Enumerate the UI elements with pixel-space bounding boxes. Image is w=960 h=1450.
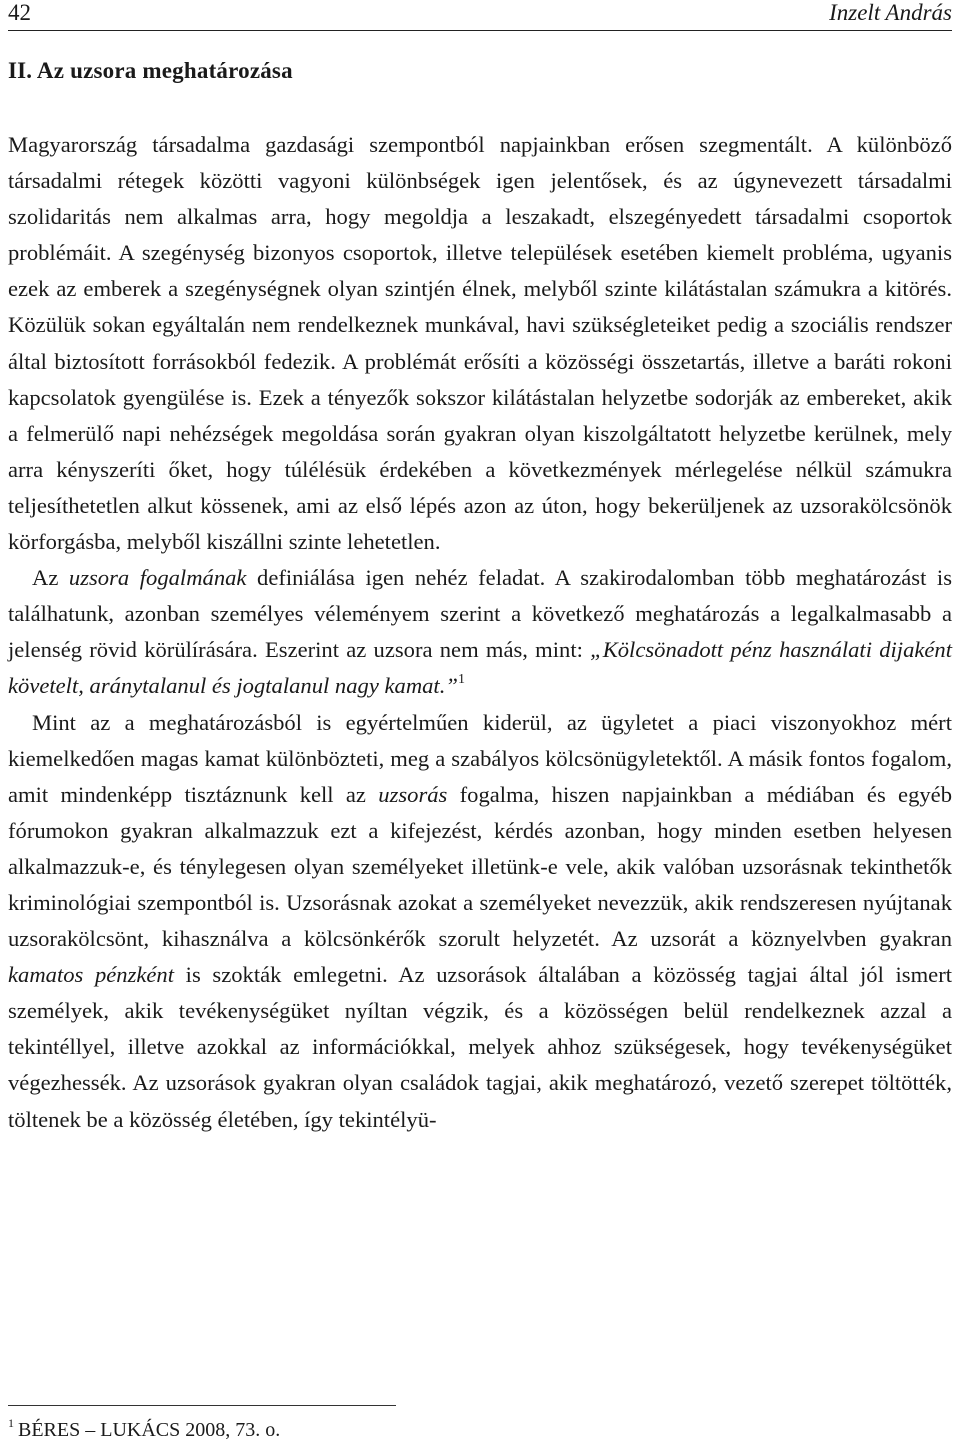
emphasis-uzsora-fogalmanak: uzsora fogalmának: [68, 565, 247, 591]
footnote-text: BÉRES – LUKÁCS 2008, 73. o.: [18, 1419, 281, 1441]
text-run: Mint az a meghatározásból is egyértelműen kiderül, az ügyletet a piaci viszonyokhoz mért kiemelkedően magas kamat különbözteti, meg a szabályos kölcsönügyletektől. A másik fontos fogalom, amit mindenképp tisztáznunk kell az: [8, 709, 952, 807]
emphasis-kamatos-penzkent: kamatos pénzként: [8, 962, 175, 988]
definition-quote: „Kölcsönadott pénz használati dijaként követelt, aránytalanul és jogtalanul nagy kamat.”: [8, 637, 953, 699]
paragraph-1: Magyarország társadalma gazdasági szempontból napjainkban erősen szegmentált. A különböző társadalmi rétegek közötti vagyoni különbségek igen jelentősek, és az úgynevezett társadalmi szolidaritás nem alkalmas arra, hogy megoldja a leszakadt, elszegényedett társadalmi csoportok problémáit. A szegénység bizonyos csoportok, illetve települések esetében kiemelt probléma, ugyanis ezek az emberek a szegénységnek olyan szintjén élnek, melyből szinte kilátástalan számukra a kitörés. Közülük sokan egyáltalán nem rendelkeznek munkával, havi szükségleteiket pedig a szociális rendszer által biztosított forrásokból fedezik. A problémát erősíti a közösségi összetartás, illetve a baráti rokoni kapcsolatok gyengülése is. Ezek a tényezők sokszor kilátástalan helyzetbe sodorják az embereket, akik a felmerülő napi nehézségek megoldása során gyakran olyan kiszolgáltatott helyzetbe kerülnek, mely arra kényszeríti őket, hogy túlélésük érdekében a következmények mérlegelése nélkül számukra teljesíthetetlen alkut kössenek, ami az első lépés azon az úton, hogy bekerüljenek az uzsorakölcsönök körforgásba, melyből kiszállni szinte lehetetlen.: [8, 132, 952, 555]
paragraph-2: [8, 560, 952, 704]
emphasis-uzsoras: uzsorás: [378, 781, 448, 807]
text-run: fogalma, hiszen napjainkban a médiában és egyéb fórumokon gyakran alkalmazzuk ezt a kifejezést, kérdés azonban, hogy minden esetben helyesen alkalmazzuk-e, és ténylegesen olyan személyeket illetünk-e vele, akik valóban uzsorásnak tekinthetők kriminológiai szempontból is. Uzsorásnak azokat a személyeket nevezzük, akik rendszeresen nyújtanak uzsorakölcsönt, kihasználva a kölcsönkérők szorult helyzetét. Az uzsorát a köznyelvben gyakran: [8, 781, 953, 952]
text-run: Az: [32, 565, 69, 591]
page-number: 42: [8, 0, 31, 25]
section-heading: II. Az uzsora meghatározása: [8, 58, 293, 83]
running-header: [8, 0, 952, 31]
text-run: definiálása igen nehéz feladat. A szakirodalomban több meghatározást is találhatunk, azonban személyes véleményem szerint a következő meghatározás a legalkalmasabb a jelenség rövid körülírására. Eszerint az uzsora nem más, mint:: [8, 565, 952, 663]
paragraph-3: [8, 705, 952, 1138]
body-text: [8, 127, 952, 1138]
text-run: is szokták emlegetni. Az uzsorások általában a közösség tagjai által jól ismert személyek, akik tevékenységüket nyíltan végzik, és a közösségen belül rendelkeznek azzal a tekintéllyel, illetve azokkal az információkkal, melyek ahhoz szükségesek, hogy tevékenységüket végezhessék. Az uzsorások gyakran olyan családok tagjai, akik meghatározó, vezető szerepet töltötték, töltenek be a közösség életében, így tekintélyü-: [8, 962, 952, 1132]
footnote-separator: [8, 1405, 396, 1406]
footnote-reference: 1: [457, 672, 465, 688]
footnote: [8, 1416, 281, 1442]
footnote-number: 1: [8, 1416, 14, 1430]
running-header-author: Inzelt András: [829, 0, 952, 25]
